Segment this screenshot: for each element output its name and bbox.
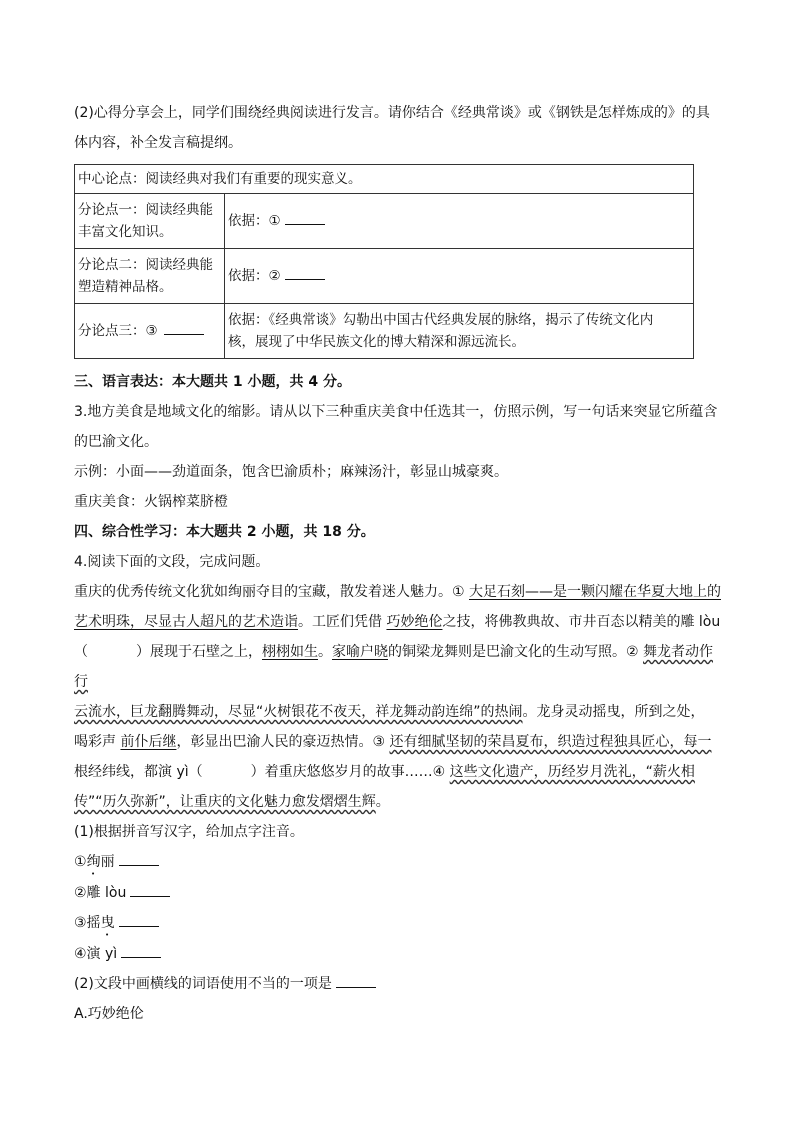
answer-blank-item-2[interactable] xyxy=(130,882,170,897)
item-2: ②雕 lòu xyxy=(74,878,724,908)
q4-intro: 4.阅读下面的文段，完成问题。 xyxy=(74,554,270,570)
sub-point-2: 分论点二：阅读经典能 塑造精神品格。 xyxy=(75,249,225,304)
answer-blank-item-4[interactable] xyxy=(121,943,161,958)
sub-question-1: (1)根据拼音写汉字，给加点字注音。 xyxy=(74,824,304,840)
answer-blank-3[interactable] xyxy=(164,320,204,335)
q3-prompt-line2: 的巴渝文化。 xyxy=(74,434,158,450)
answer-blank-item-3[interactable] xyxy=(119,912,159,927)
section-4-heading: 四、综合性学习：本大题共 2 小题，共 18 分。 xyxy=(74,524,375,540)
basis-3: 依据：《经典常谈》勾勒出中国古代经典发展的脉络，揭示了传统文化内 核，展现了中华民族文化的博大精深和源远流长。 xyxy=(225,304,694,359)
sub-point-1: 分论点一：阅读经典能 丰富文化知识。 xyxy=(75,194,225,249)
passage-line-3: （ ）展现于石壁之上，栩栩如生。家喻户晓的铜梁龙舞则是巴渝文化的生动写照。② 舞龙者动作行 xyxy=(74,644,713,690)
q3-prompt-line1: 3.地方美食是地域文化的缩影。请从以下三种重庆美食中任选其一，仿照示例，写一句话来突显它所蕴含 xyxy=(74,404,718,420)
sub-point-3[interactable]: 分论点三：③ xyxy=(75,304,225,359)
q3-foods: 重庆美食：火锅榨菜脐橙 xyxy=(74,494,228,510)
answer-blank-1[interactable] xyxy=(285,210,325,225)
item-1: ①绚丽 xyxy=(74,847,724,878)
passage-line-7: 传”“历久弥新”，让重庆的文化魅力愈发熠熠生辉。 xyxy=(74,794,390,810)
basis-2[interactable]: 依据：② xyxy=(225,249,694,304)
passage-line-2: 艺术明珠，尽显古人超凡的艺术造诣。工匠们凭借 巧妙绝伦之技，将佛教典故、市井百态以精美的雕 lòu xyxy=(74,614,721,630)
document-page xyxy=(74,98,724,1029)
passage-line-1: 重庆的优秀传统文化犹如绚丽夺目的宝藏，散发着迷人魅力。① 大足石刻——是一颗闪耀在华夏大地上的 xyxy=(74,584,721,600)
passage-line-5: 喝彩声 前仆后继，彰显出巴渝人民的豪迈热情。③ 还有细腻坚韧的荣昌夏布，织造过程独具匠心，每一 xyxy=(74,734,712,750)
item-3: ③摇曳 xyxy=(74,908,724,939)
option-a[interactable]: A.巧妙绝伦 xyxy=(74,1006,144,1022)
passage-line-4: 云流水，巨龙翻腾舞动，尽显“火树银花不夜天，祥龙舞动韵连绵”的热闹。龙身灵动摇曳，所到之处， xyxy=(74,704,705,720)
q2-prompt-line1: (2)心得分享会上，同学们围绕经典阅读进行发言。请你结合《经典常谈》或《钢铁是怎样炼成的》的具 xyxy=(74,105,710,121)
section-3-heading: 三、语言表达：本大题共 1 小题，共 4 分。 xyxy=(74,374,351,390)
q2-prompt-line2: 体内容，补全发言稿提纲。 xyxy=(74,135,242,151)
center-argument: 中心论点：阅读经典对我们有重要的现实意义。 xyxy=(75,165,694,194)
passage-line-6: 根经纬线，都演 yì（ ）着重庆悠悠岁月的故事……④ 这些文化遗产，历经岁月洗礼，“薪火相 xyxy=(74,764,695,780)
item-4: ④演 yì xyxy=(74,939,724,969)
answer-blank-2[interactable] xyxy=(285,265,325,280)
outline-table xyxy=(74,164,694,359)
q3-example: 示例：小面——劲道面条，饱含巴渝质朴；麻辣汤汁，彰显山城豪爽。 xyxy=(74,464,508,480)
basis-1[interactable]: 依据：① xyxy=(225,194,694,249)
sub-question-2: (2)文段中画横线的词语使用不当的一项是 xyxy=(74,969,724,999)
answer-blank-item-1[interactable] xyxy=(119,851,159,866)
answer-blank-sub2[interactable] xyxy=(336,973,376,988)
